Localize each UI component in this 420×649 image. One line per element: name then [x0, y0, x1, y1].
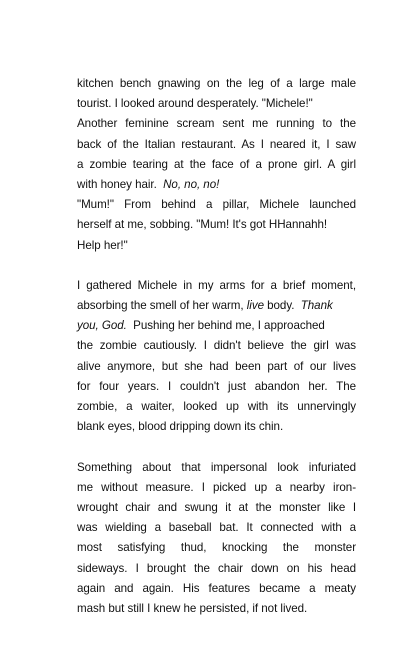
text-line: me without measure. I picked up a nearby iron- [77, 480, 356, 494]
text-line: I gathered Michele in my arms for a brief moment, [77, 278, 356, 292]
text-line: most satisfying thud, knocking the monster [77, 541, 356, 555]
text-line: kitchen bench gnawing on the leg of a large male [77, 77, 356, 90]
text-line: again and again. His features became a meaty [77, 581, 356, 595]
italic-run: No, no, no! [163, 177, 220, 191]
text-line: mash but still I knew he persisted, if not lived. [77, 601, 308, 615]
text-line [77, 316, 356, 336]
text-line: Help her!" [77, 238, 128, 252]
text-line: a zombie tearing at the face of a prone girl. A girl [77, 157, 356, 171]
text-line: "Mum!" From behind a pillar, Michele launched [77, 198, 356, 212]
text-run: with honey hair. [77, 177, 157, 191]
text-line: Another feminine scream sent me running to the [77, 117, 356, 131]
paragraph-gap [77, 256, 356, 276]
text-line: was wielding a baseball bat. It connected with a [77, 521, 356, 535]
body-text [77, 74, 356, 619]
text-line: sideways. I brought the chair down on his head [77, 561, 356, 575]
text-line: back of the Italian restaurant. As I neared it, I saw [77, 137, 356, 151]
text-line: wrought chair and swung it at the monster like I [77, 500, 356, 514]
text-line: for four years. I couldn't just abandon her. The [77, 379, 356, 393]
text-line: the zombie cautiously. I didn't believe the girl was [77, 339, 356, 353]
text-line [77, 175, 356, 195]
paragraph-gap [77, 437, 356, 457]
italic-run: you, God. [77, 319, 127, 333]
text-run: Pushing her behind me, I approached [133, 319, 325, 333]
italic-run: Thank [300, 299, 333, 313]
text-line: alive anymore, but she had been part of our lives [77, 359, 356, 373]
text-line: zombie, a waiter, looked up with its unnervingly [77, 400, 356, 413]
text-line: herself at me, sobbing. "Mum! It's got HHannahh! [77, 218, 328, 232]
text-line: Something about that impersonal look infuriated [77, 460, 356, 474]
text-line: blank eyes, blood dripping down its chin. [77, 420, 284, 434]
text-run: absorbing the smell of her warm, [77, 299, 244, 313]
text-run: body. [267, 299, 295, 313]
text-line [77, 296, 356, 316]
text-line: tourist. I looked around desperately. "Michele!" [77, 97, 313, 111]
italic-run: live [246, 299, 264, 313]
